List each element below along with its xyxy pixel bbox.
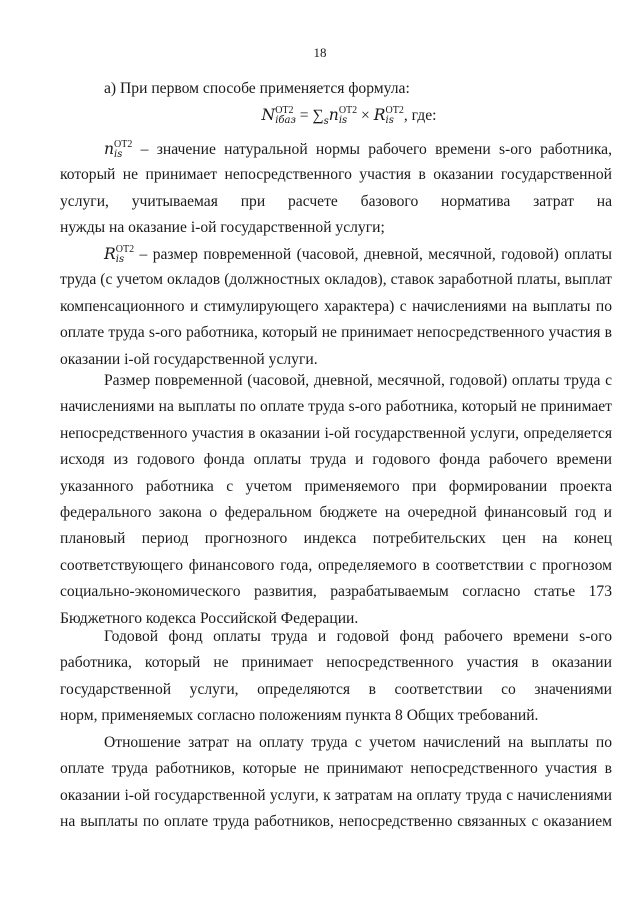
text-line: указанного работника с учетом применяемого при формировании проекта	[60, 477, 612, 495]
text-line: оплате труда работников, которые не принимают непосредственного участия в	[60, 760, 612, 778]
text-line: плановый период прогнозного индекса потребительских цен на конец	[60, 530, 612, 548]
text-line: соответствующего финансового года, определяемого в соответствии с прогнозом	[60, 556, 612, 574]
text-line: исходя из годового фонда оплаты труда и годового фонда рабочего времени	[60, 451, 612, 469]
text-line: оплате труда s-ого работника, который не принимает непосредственного участия в	[60, 324, 612, 342]
definition-n-first-line: n ОТ2 is – значение натуральной нормы рабочего времени s-ого работника,	[104, 139, 612, 160]
paragraph-2	[60, 624, 612, 730]
text-line: государственной услуги, определяются в соответствии со значениями	[60, 680, 612, 698]
text-line: оказании i-ой государственной услуги, к затратам на оплату труда с начислениями	[60, 786, 612, 804]
text-line: труда (с учетом окладов (должностных окладов), ставок заработной платы, выплат	[60, 271, 612, 289]
intro-line: а) При первом способе применяется формула:	[104, 80, 410, 97]
text-line: социально-экономического развития, разрабатываемым согласно статье 173	[60, 583, 612, 601]
definition-r	[60, 241, 612, 373]
text-line: Годовой фонд оплаты труда и годовой фонд рабочего времени s-ого	[104, 628, 612, 645]
text-line: оказании i-ой государственной услуги.	[60, 350, 318, 368]
text-line: компенсационного и стимулирующего характера) с начислениями на выплаты по	[60, 297, 612, 315]
text-line: норм, применяемых согласно положениям пункта 8 Общих требований.	[60, 707, 539, 725]
text-line: начислениями на выплаты по оплате труда s-ого работника, который не принимает	[60, 398, 612, 416]
text-line: непосредственного участия в оказании i-ой государственной услуги, определяется	[60, 424, 612, 442]
text-line: который не принимает непосредственного участия в оказании государственной	[60, 166, 612, 184]
text-line: Бюджетного кодекса Российской Федерации.	[60, 609, 359, 627]
text-line: на выплаты по оплате труда работников, непосредственно связанных с оказанием	[60, 813, 612, 831]
text-line: услуги, учитываемая при расчете базового норматива затрат на	[60, 192, 612, 210]
definition-r-first-line: R ОТ2 is – размер повременной (часовой, дневной, месячной, годовой) оплаты	[104, 244, 612, 265]
definition-n	[60, 136, 612, 242]
text-line: Размер повременной (часовой, дневной, месячной, годовой) оплаты труда с	[104, 372, 612, 389]
formula: N ОТ2 iбаз = $\sum_sn$ ОТ2 is × R ОТ2 is , где:	[261, 105, 437, 128]
text-line: федерального закона о федеральном бюджете на очередной финансовый год и	[60, 503, 612, 521]
page-number: 18	[313, 45, 327, 60]
paragraph-1	[60, 368, 612, 632]
text-line: нужды на оказание i-ой государственной услуги;	[60, 219, 385, 237]
formula-block	[60, 76, 612, 129]
text-line: Отношение затрат на оплату труда с учетом начислений на выплаты по	[104, 734, 612, 751]
paragraph-3	[60, 730, 612, 836]
text-line: работника, который не принимает непосредственного участия в оказании	[60, 654, 612, 672]
